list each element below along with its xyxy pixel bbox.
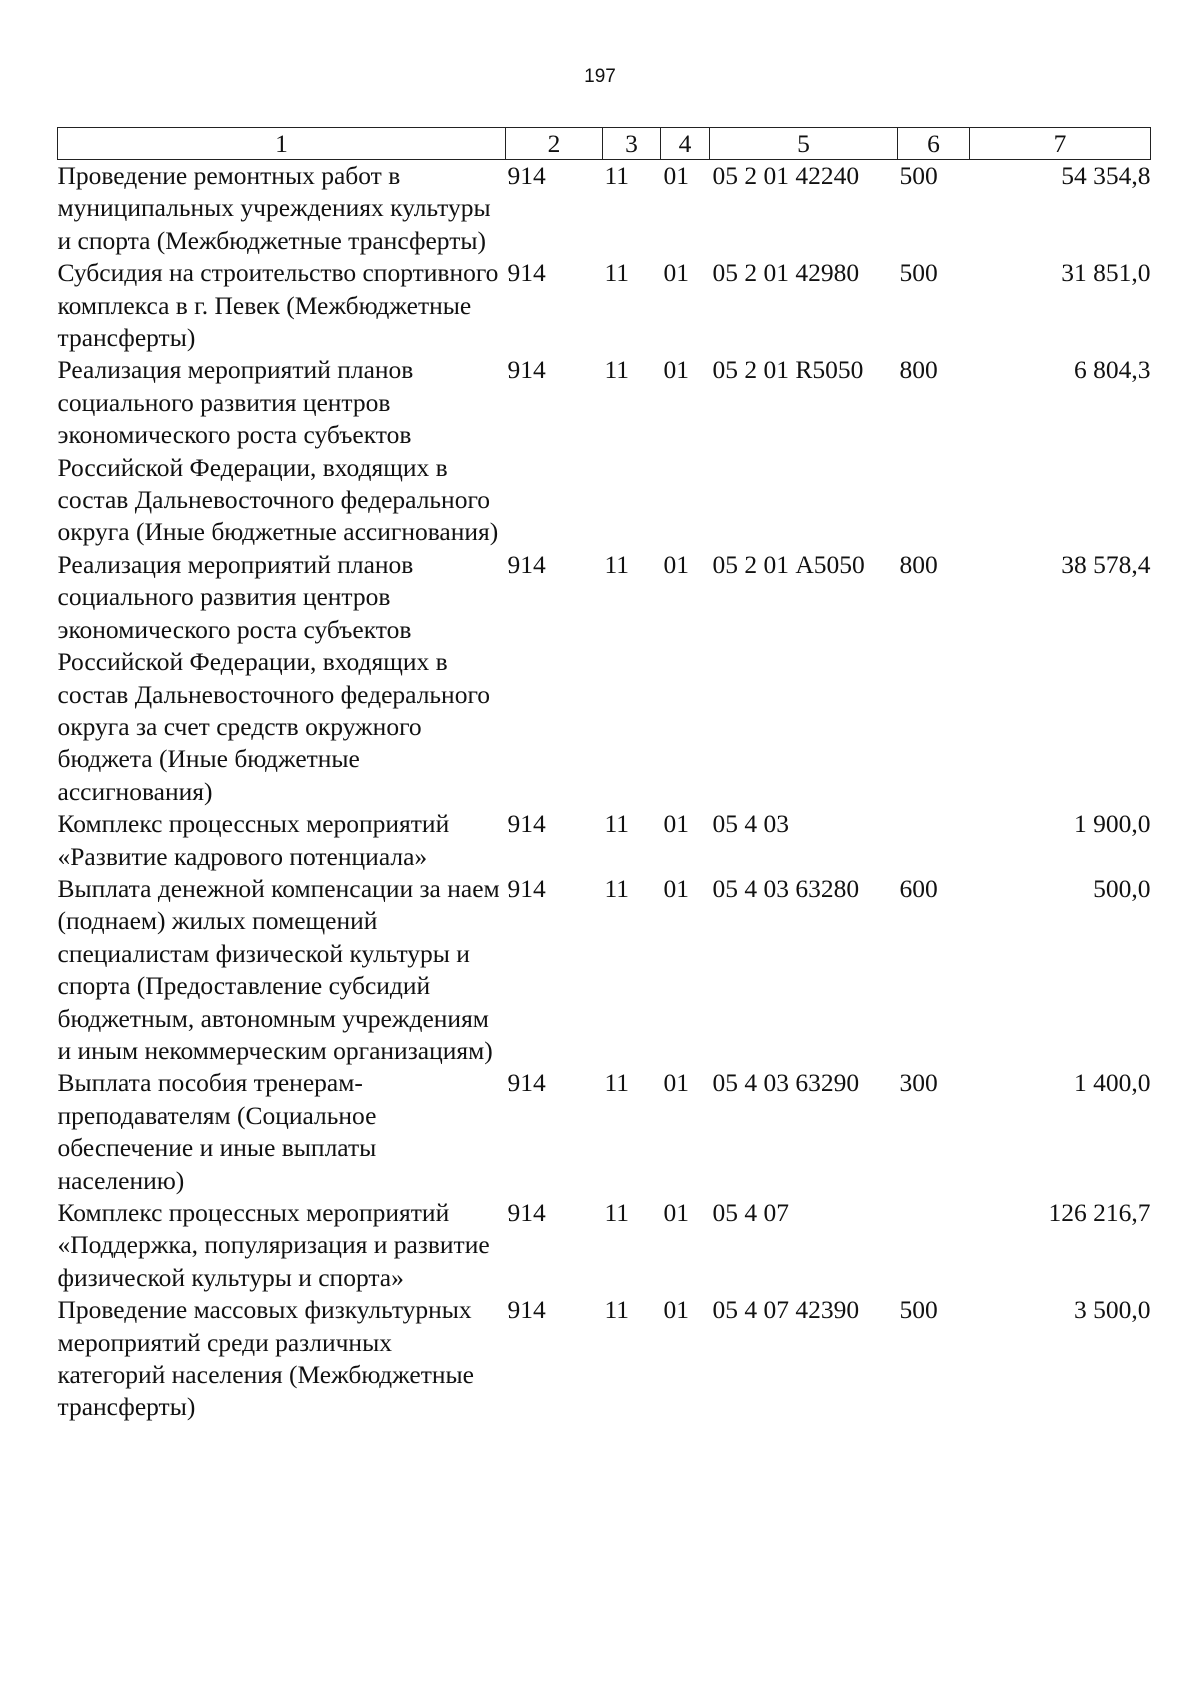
table-row bbox=[58, 354, 1151, 548]
header-col-2: 2 bbox=[506, 128, 603, 160]
row-target-code: 05 4 07 bbox=[712, 1198, 789, 1227]
row-amount: 1 900,0 bbox=[1074, 809, 1151, 839]
row-grbs: 914 bbox=[507, 1295, 546, 1325]
row-subsection: 01 bbox=[663, 355, 689, 385]
row-amount: 3 500,0 bbox=[1074, 1295, 1151, 1325]
table-row bbox=[58, 257, 1151, 354]
row-section: 11 bbox=[604, 809, 630, 839]
row-section: 11 bbox=[604, 355, 630, 385]
row-expense-type: 800 bbox=[899, 549, 938, 579]
row-expense-type: 500 bbox=[899, 1295, 938, 1325]
table-row bbox=[58, 1294, 1151, 1424]
row-section: 11 bbox=[604, 873, 630, 903]
row-grbs: 914 bbox=[507, 355, 546, 385]
row-name: Реализация мероприятий планов социального развития центров экономического роста субъектов Российской Федерации, входящих в состав Дальневосточного федерального округа за счет средств окружного бюджета (Иные бюджетные ассигнования) bbox=[57, 549, 491, 806]
row-section: 11 bbox=[604, 549, 630, 579]
row-grbs: 914 bbox=[507, 549, 546, 579]
row-name: Субсидия на строительство спортивного комплекса в г. Певек (Межбюджетные трансферты) bbox=[57, 258, 499, 353]
row-amount: 126 216,7 bbox=[1048, 1198, 1151, 1227]
table-body bbox=[58, 160, 1151, 1424]
row-target-code: 05 2 01 А5050 bbox=[712, 549, 865, 579]
header-col-6: 6 bbox=[898, 128, 970, 160]
header-col-1: 1 bbox=[58, 128, 506, 160]
row-target-code: 05 4 03 bbox=[712, 809, 789, 839]
row-section: 11 bbox=[604, 1198, 630, 1227]
row-target-code: 05 2 01 42980 bbox=[712, 258, 860, 288]
row-name: Комплекс процессных мероприятий «Развитие кадрового потенциала» bbox=[57, 809, 450, 871]
table-row bbox=[58, 1197, 1151, 1294]
header-row bbox=[58, 128, 1151, 160]
row-expense-type bbox=[898, 1197, 970, 1294]
budget-table bbox=[57, 127, 1151, 1424]
row-expense-type: 600 bbox=[899, 873, 938, 903]
row-subsection: 01 bbox=[663, 1295, 689, 1325]
row-expense-type bbox=[898, 808, 970, 873]
row-subsection: 01 bbox=[663, 258, 689, 288]
row-subsection: 01 bbox=[663, 1198, 689, 1227]
row-name: Выплата пособия тренерам-преподавателям (Социальное обеспечение и иные выплаты населению) bbox=[57, 1068, 377, 1195]
page-number: 197 bbox=[584, 66, 616, 87]
row-section: 11 bbox=[604, 1068, 630, 1098]
row-subsection: 01 bbox=[663, 873, 689, 903]
row-grbs: 914 bbox=[507, 1198, 546, 1227]
row-grbs: 914 bbox=[507, 161, 546, 190]
row-amount: 31 851,0 bbox=[1061, 258, 1151, 288]
row-section: 11 bbox=[604, 258, 630, 288]
row-name: Проведение массовых физкультурных мероприятий среди различных категорий населения (Межбюджетные трансферты) bbox=[57, 1295, 474, 1422]
table-row bbox=[58, 808, 1151, 873]
row-grbs: 914 bbox=[507, 258, 546, 288]
row-target-code: 05 2 01 42240 bbox=[712, 161, 860, 190]
row-target-code: 05 4 03 63280 bbox=[712, 873, 860, 903]
row-name: Проведение ремонтных работ в муниципальных учреждениях культуры и спорта (Межбюджетные трансферты) bbox=[57, 161, 491, 255]
row-section: 11 bbox=[604, 1295, 630, 1325]
row-expense-type: 800 bbox=[899, 355, 938, 385]
row-target-code: 05 4 07 42390 bbox=[712, 1295, 860, 1325]
row-name: Комплекс процессных мероприятий «Поддержка, популяризация и развитие физической культуры и спорта» bbox=[57, 1198, 490, 1292]
row-subsection: 01 bbox=[663, 161, 689, 190]
row-amount: 38 578,4 bbox=[1061, 549, 1151, 579]
table-row bbox=[58, 873, 1151, 1067]
row-subsection: 01 bbox=[663, 1068, 689, 1098]
row-grbs: 914 bbox=[507, 873, 546, 903]
row-name: Выплата денежной компенсации за наем (поднаем) жилых помещений специалистам физической культуры и спорта (Предоставление субсидий бюджетным, автономным учреждениям и иным некоммерческим организациям) bbox=[57, 873, 500, 1065]
row-target-code: 05 2 01 R5050 bbox=[712, 355, 864, 385]
row-subsection: 01 bbox=[663, 809, 689, 839]
header-col-4: 4 bbox=[661, 128, 710, 160]
row-target-code: 05 4 03 63290 bbox=[712, 1068, 860, 1098]
header-col-5: 5 bbox=[710, 128, 898, 160]
row-expense-type: 300 bbox=[899, 1068, 938, 1098]
row-amount: 54 354,8 bbox=[1061, 161, 1151, 190]
row-grbs: 914 bbox=[507, 809, 546, 839]
table-row bbox=[58, 1067, 1151, 1197]
table-header bbox=[58, 128, 1151, 160]
row-expense-type: 500 bbox=[899, 258, 938, 288]
row-name: Реализация мероприятий планов социального развития центров экономического роста субъектов Российской Федерации, входящих в состав Дальневосточного федерального округа (Иные бюджетные ассигнования) bbox=[57, 355, 499, 547]
row-amount: 500,0 bbox=[1093, 873, 1151, 903]
header-col-7: 7 bbox=[970, 128, 1151, 160]
row-amount: 6 804,3 bbox=[1074, 355, 1151, 385]
row-amount: 1 400,0 bbox=[1074, 1068, 1151, 1098]
row-grbs: 914 bbox=[507, 1068, 546, 1098]
header-col-3: 3 bbox=[603, 128, 661, 160]
row-subsection: 01 bbox=[663, 549, 689, 579]
row-section: 11 bbox=[604, 161, 630, 190]
row-expense-type: 500 bbox=[899, 161, 938, 190]
table-row bbox=[58, 549, 1151, 808]
table-row bbox=[58, 160, 1151, 258]
